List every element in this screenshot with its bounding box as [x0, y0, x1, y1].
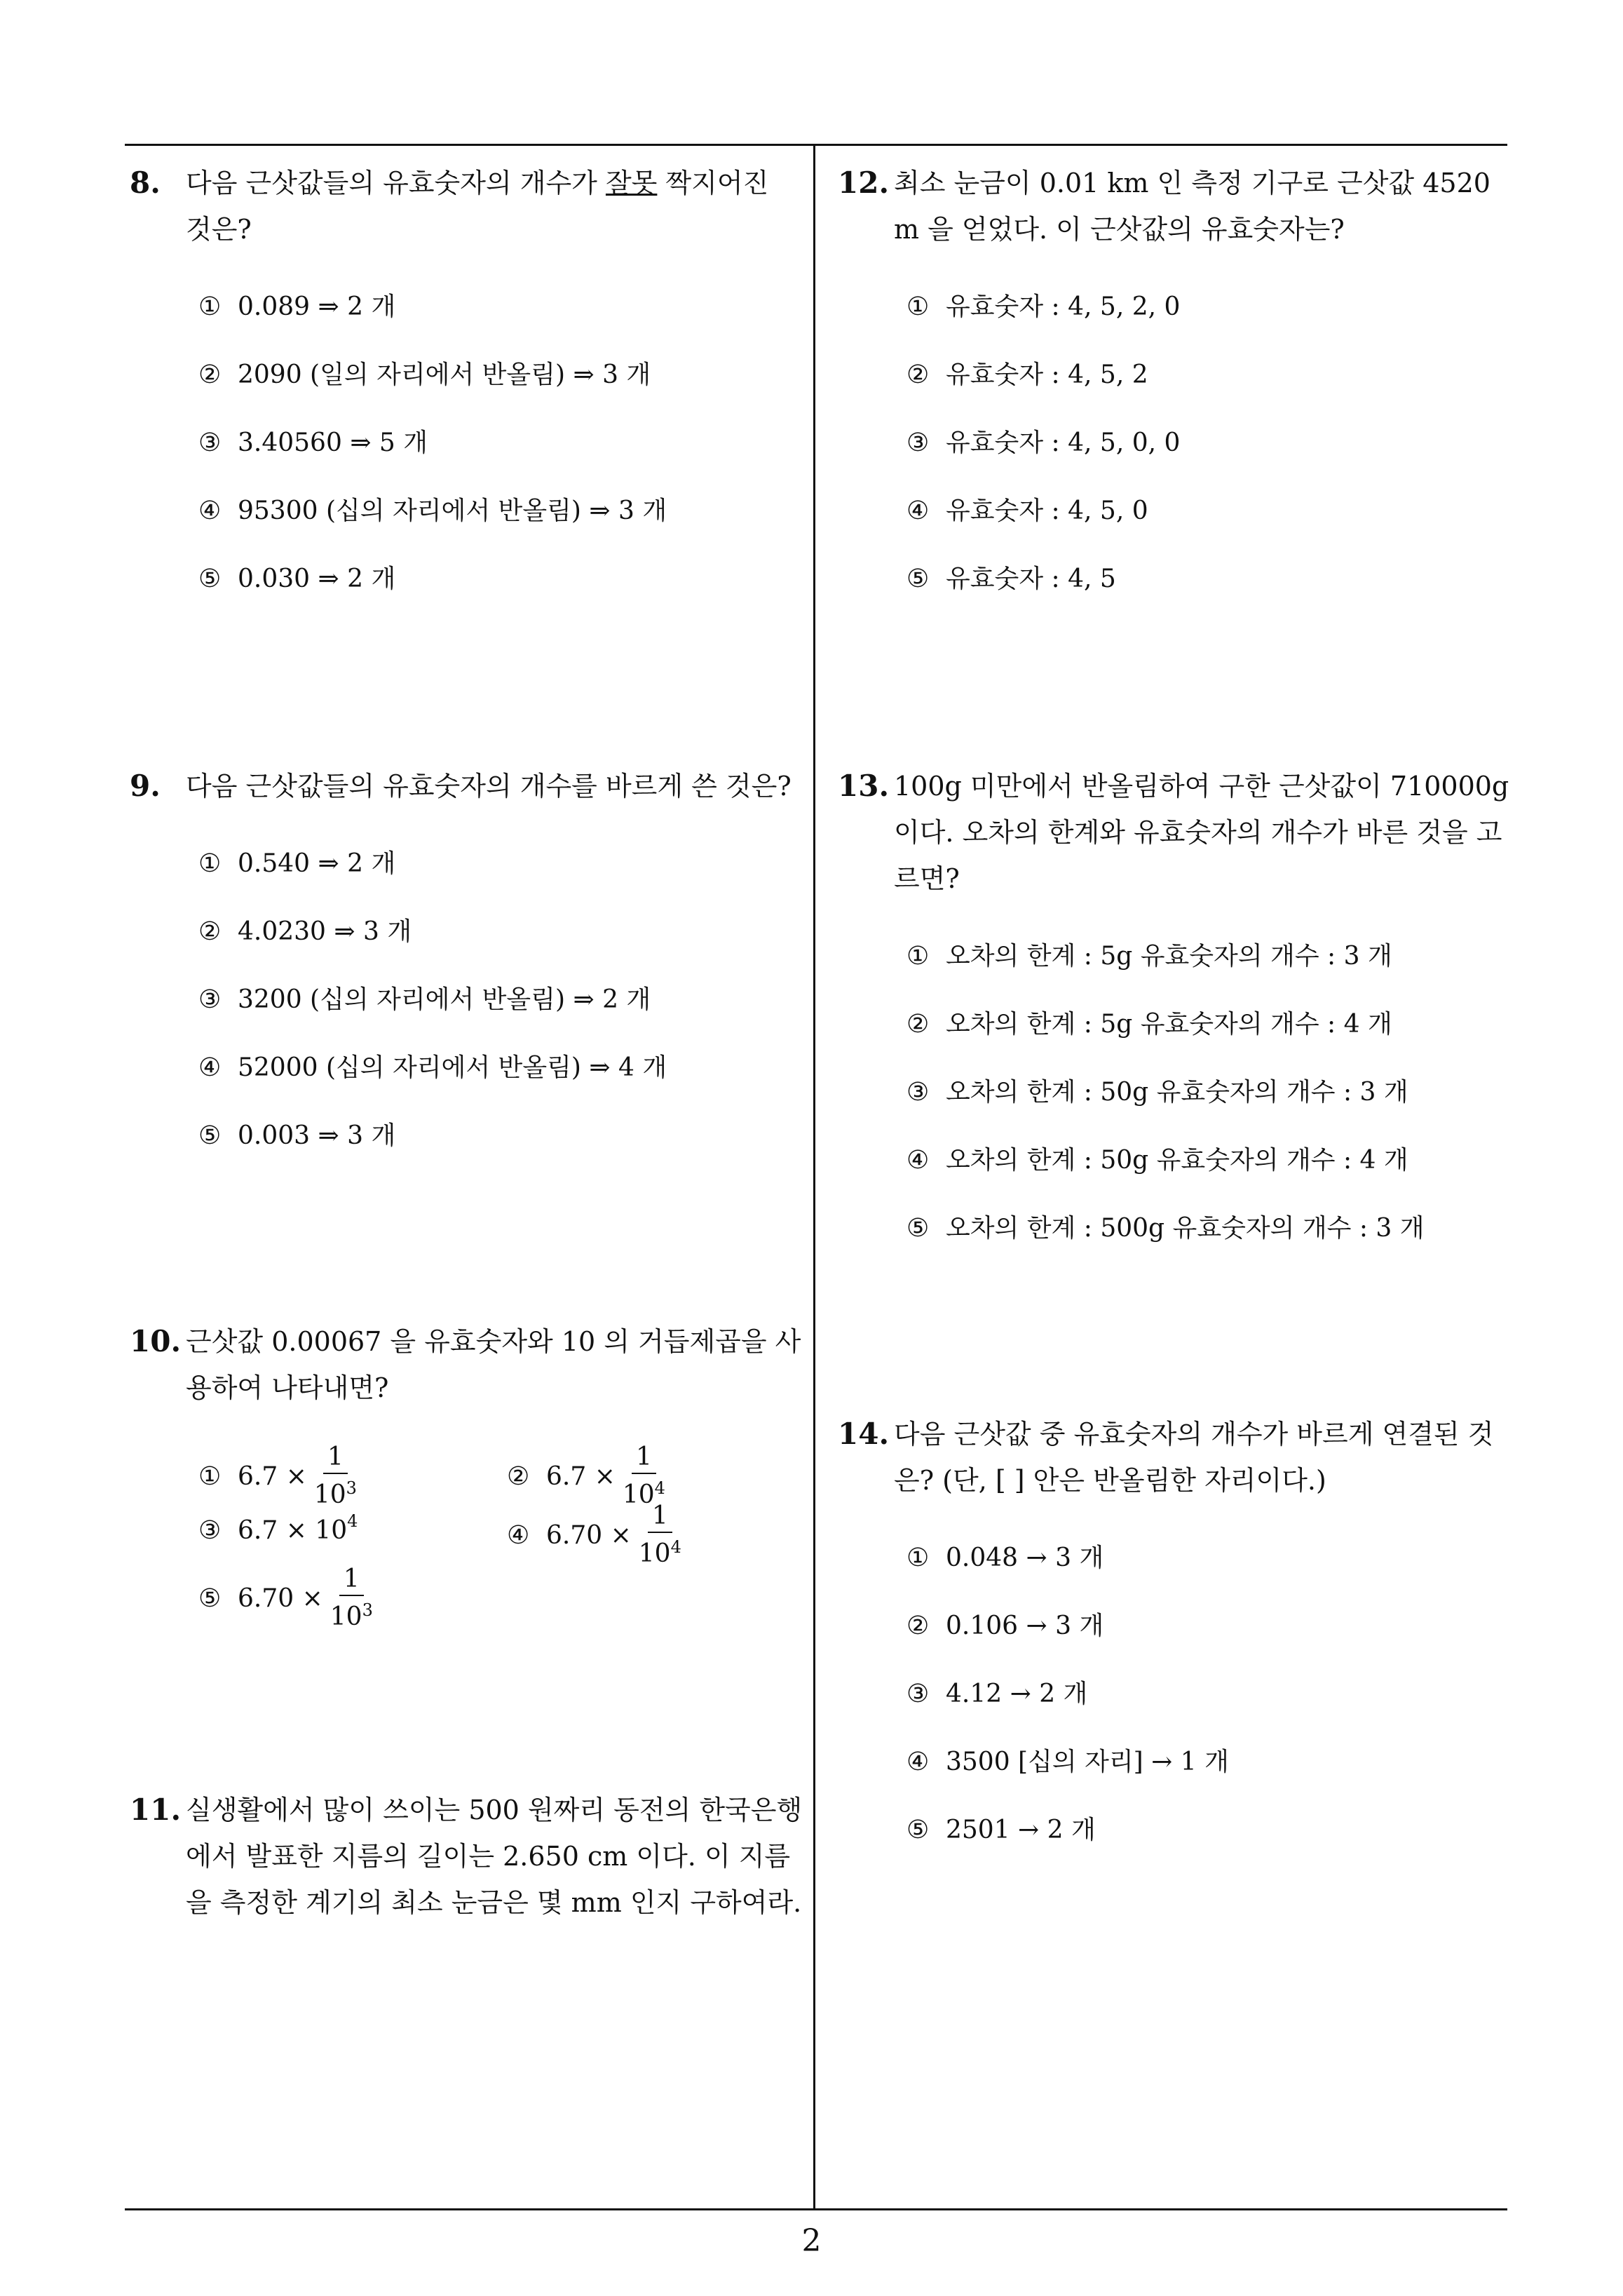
question-number: 14.	[838, 1417, 890, 1451]
underlined-word: 잘못	[605, 168, 658, 198]
top-rule	[125, 144, 1507, 146]
choice-2[interactable]: ② 2090 (일의 자리에서 반올림) ⇒ 3 개	[198, 360, 651, 389]
choice-list	[198, 849, 803, 1189]
question-number: 13.	[838, 769, 890, 803]
choice-5[interactable]: ⑤ 오차의 한계 : 500g 유효숫자의 개수 : 3 개	[906, 1214, 1425, 1243]
choice-list	[198, 292, 803, 632]
question-10	[130, 1318, 803, 1655]
choice-5[interactable]: ⑤ 유효숫자 : 4, 5	[906, 565, 1116, 593]
choice-1[interactable]: ① 0.048 → 3 개	[906, 1544, 1104, 1572]
question-14	[838, 1411, 1511, 1883]
question-text: 다음 근삿값들의 유효숫자의 개수를 바르게 쓴 것은?	[186, 771, 792, 802]
choice-3[interactable]: ③ 4.12 → 2 개	[906, 1680, 1088, 1708]
question-number: 11.	[130, 1792, 182, 1827]
choice-1[interactable]: ① 0.540 ⇒ 2 개	[198, 849, 396, 878]
choice-3[interactable]: ③ 유효숫자 : 4, 5, 0, 0	[906, 428, 1181, 457]
question-13	[838, 763, 1511, 1281]
question-number: 8.	[130, 166, 161, 200]
fraction: $\frac{1}{10^3}$	[330, 1565, 373, 1631]
question-text: 실생활에서 많이 쓰이는 500 원짜리 동전의 한국은행에서 발표한 지름의 길이는 2.650 cm 이다. 이 지름을 측정한 계기의 최소 눈금은 몇 mm 인지 구하여라.	[186, 1795, 803, 1918]
choice-1[interactable]: ① 6.7 × $\frac{1}{10^3}$	[198, 1443, 357, 1509]
choice-2[interactable]: ② 오차의 한계 : 5g 유효숫자의 개수 : 4 개	[906, 1010, 1392, 1039]
choice-4[interactable]: ④ 3500 [십의 자리] → 1 개	[906, 1748, 1229, 1776]
choice-3[interactable]: ③ 6.7 × 10 $^4$	[198, 1511, 358, 1545]
choice-3[interactable]: ③ 오차의 한계 : 50g 유효숫자의 개수 : 3 개	[906, 1078, 1408, 1107]
choice-5[interactable]: ⑤ 0.003 ⇒ 3 개	[198, 1121, 396, 1150]
choice-list	[906, 292, 1511, 632]
choice-4[interactable]: ④ 6.70 × $\frac{1}{10^4}$	[507, 1501, 681, 1568]
question-text: 다음 근삿값들의 유효숫자의 개수가 잘못 짝지어진 것은?	[186, 168, 769, 245]
choice-5[interactable]: ⑤ 6.70 × $\frac{1}{10^3}$	[198, 1565, 373, 1631]
question-text: 근삿값 0.00067 을 유효숫자와 10 의 거듭제곱을 사용하여 나타내면?	[186, 1326, 801, 1403]
choice-3[interactable]: ③ 3.40560 ⇒ 5 개	[198, 428, 428, 457]
question-text: 최소 눈금이 0.01 km 인 측정 기구로 근삿값 4520 m 을 얻었다. 이 근삿값의 유효숫자는?	[894, 168, 1490, 245]
choice-1[interactable]: ① 0.089 ⇒ 2 개	[198, 292, 396, 321]
question-12	[838, 160, 1511, 632]
choice-4[interactable]: ④ 52000 (십의 자리에서 반올림) ⇒ 4 개	[198, 1053, 667, 1082]
question-8	[130, 160, 803, 632]
question-number: 9.	[130, 769, 161, 803]
choice-2[interactable]: ② 유효숫자 : 4, 5, 2	[906, 360, 1148, 389]
choice-2[interactable]: ② 0.106 → 3 개	[906, 1612, 1104, 1640]
question-number: 10.	[130, 1324, 182, 1358]
column-divider	[813, 144, 815, 2210]
fraction: $\frac{1}{10^4}$	[622, 1443, 665, 1509]
bottom-rule	[125, 2208, 1507, 2210]
choice-5[interactable]: ⑤ 2501 → 2 개	[906, 1816, 1096, 1844]
question-number: 12.	[838, 166, 890, 200]
choice-4[interactable]: ④ 오차의 한계 : 50g 유효숫자의 개수 : 4 개	[906, 1146, 1408, 1175]
choice-1[interactable]: ① 오차의 한계 : 5g 유효숫자의 개수 : 3 개	[906, 942, 1392, 971]
question-9	[130, 763, 803, 1189]
choice-5[interactable]: ⑤ 0.030 ⇒ 2 개	[198, 565, 396, 593]
choice-list	[906, 1543, 1511, 1883]
choice-2[interactable]: ② 4.0230 ⇒ 3 개	[198, 917, 412, 946]
question-text: 다음 근삿값 중 유효숫자의 개수가 바르게 연결된 것은? (단, [ ] 안은 반올림한 자리이다.)	[894, 1419, 1494, 1496]
fraction: $\frac{1}{10^4}$	[638, 1501, 681, 1568]
choice-4[interactable]: ④ 95300 (십의 자리에서 반올림) ⇒ 3 개	[198, 497, 667, 525]
choice-2[interactable]: ② 6.7 × $\frac{1}{10^4}$	[507, 1443, 665, 1509]
choice-1[interactable]: ① 유효숫자 : 4, 5, 2, 0	[906, 292, 1181, 321]
question-text: 100g 미만에서 반올림하여 구한 근삿값이 710000g 이다. 오차의 한계와 유효숫자의 개수가 바른 것을 고르면?	[894, 771, 1509, 894]
page-number: 2	[801, 2223, 822, 2259]
fraction: $\frac{1}{10^3}$	[313, 1443, 357, 1509]
choice-3[interactable]: ③ 3200 (십의 자리에서 반올림) ⇒ 2 개	[198, 985, 651, 1014]
choice-4[interactable]: ④ 유효숫자 : 4, 5, 0	[906, 497, 1148, 525]
question-11	[130, 1787, 803, 1926]
choice-list	[906, 941, 1511, 1281]
